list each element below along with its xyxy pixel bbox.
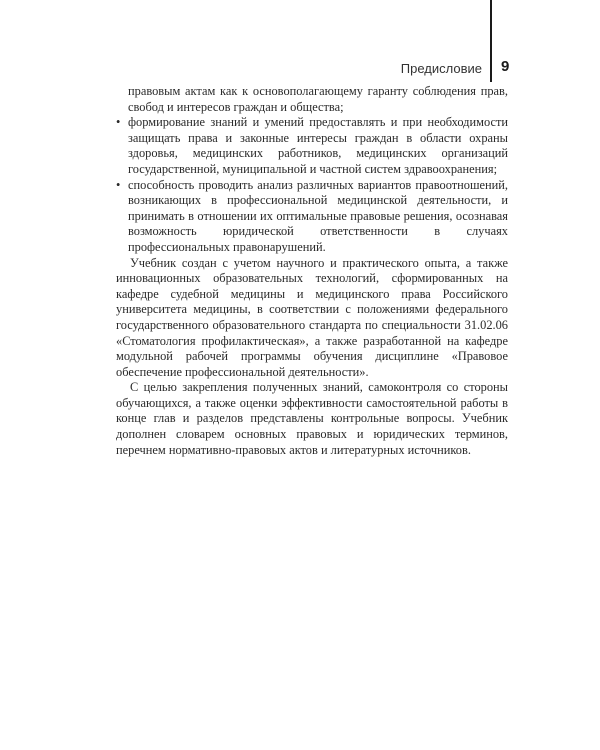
header-vertical-rule (490, 0, 492, 82)
list-item-text: способность проводить анализ различных вариантов правоотношений, возникающих в профессиональной медицинской деятельности, и принимать в отношении их оптимальные правовые решения, осознавая возможность юридической ответственности в случаях профессиональных правонарушений. (128, 177, 508, 254)
body-paragraph: Учебник создан с учетом научного и практического опыта, а также инновационных образовательных технологий, сформированных на кафедре судебной медицины и медицинского права Российского университета медицины, в соответствии с положениями федерального государственного образовательного стандарта по специальности 31.02.06 «Стоматология профилактическая», а также разработанной на кафедре модульной рабочей программы обучения дисциплине «Правовое обеспечение профессиональной деятельности». (116, 255, 508, 379)
bullet-list (116, 84, 508, 256)
page-number: 9 (501, 58, 510, 75)
body-paragraph: С целью закрепления полученных знаний, самоконтроля со стороны обучающихся, а также оценки эффективности самостоятельной работы в конце глав и разделов представлены контрольные вопросы. Учебник дополнен словарем основных правовых и юридических терминов, перечнем нормативно-правовых актов и литературных источников. (116, 380, 508, 457)
bullet-icon: • (116, 177, 121, 192)
list-item-text: правовым актам как к основополагающему гаранту соблюдения прав, свобод и интересов граждан и общества; (128, 84, 508, 114)
page-body (116, 84, 508, 458)
list-item (116, 115, 508, 177)
running-title: Предисловие (400, 61, 482, 76)
bullet-icon: • (116, 115, 121, 130)
list-item (116, 178, 508, 256)
list-item-continuation (116, 84, 508, 115)
list-item-text: формирование знаний и умений предоставлять и при необходимости защищать права и законные интересы граждан в области охраны здоровья, медицинских работников, медицинских организаций государственной, муниципальной и частной систем здравоохранения; (128, 115, 508, 176)
